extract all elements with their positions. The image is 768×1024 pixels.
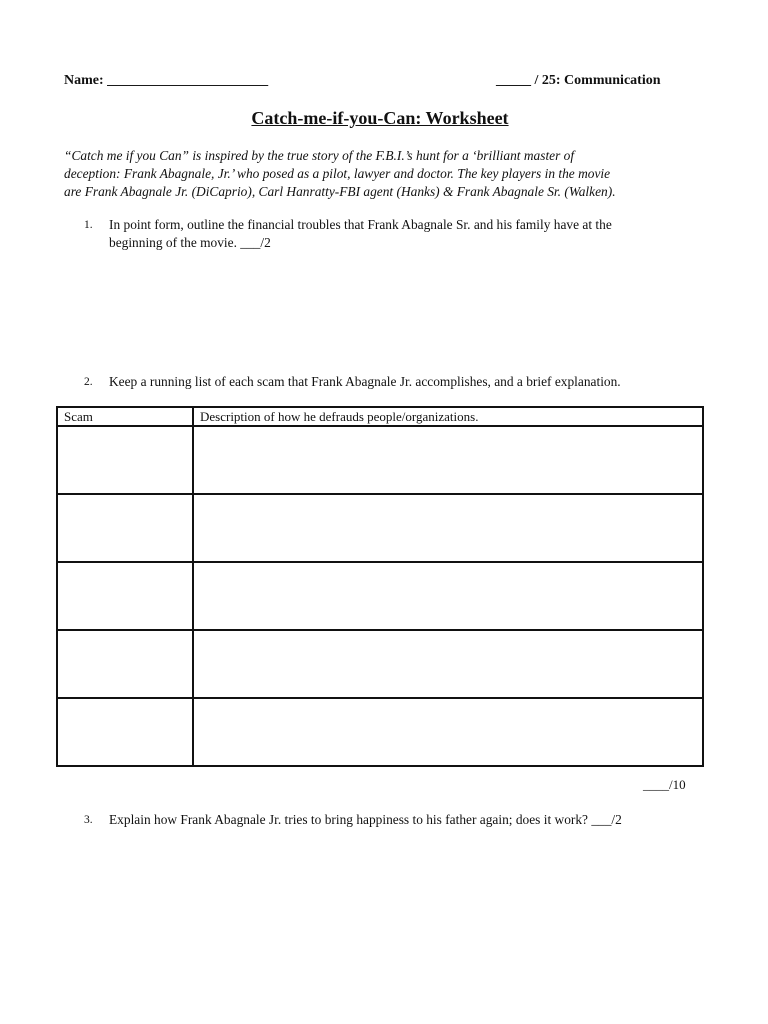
question-2-text: Keep a running list of each scam that Frank Abagnale Jr. accomplishes, and a brief explanation. xyxy=(109,374,621,389)
question-3-text: Explain how Frank Abagnale Jr. tries to bring happiness to his father again; does it work? ___/2 xyxy=(109,812,622,827)
page-title: Catch-me-if-you-Can: Worksheet xyxy=(251,108,509,128)
description-column-header: Description of how he defrauds people/organizations. xyxy=(193,407,703,426)
scam-cell[interactable] xyxy=(57,698,193,766)
scam-cell[interactable] xyxy=(57,562,193,630)
scam-table xyxy=(56,406,704,767)
scam-cell[interactable] xyxy=(57,630,193,698)
description-cell[interactable] xyxy=(193,698,703,766)
question-1-text xyxy=(109,216,612,252)
question-1-line: In point form, outline the financial troubles that Frank Abagnale Sr. and his family have at the xyxy=(109,217,612,232)
question-3-number: 3. xyxy=(84,814,93,826)
question-1-line: beginning of the movie. ___/2 xyxy=(109,235,271,250)
question-2-number: 2. xyxy=(84,376,93,388)
description-cell[interactable] xyxy=(193,562,703,630)
table-row xyxy=(57,562,703,630)
question-1-number: 1. xyxy=(84,219,93,231)
scam-cell[interactable] xyxy=(57,494,193,562)
table-row xyxy=(57,630,703,698)
description-cell[interactable] xyxy=(193,630,703,698)
intro-line: deception: Frank Abagnale, Jr.’ who posed as a pilot, lawyer and doctor. The key players in the movie xyxy=(64,166,611,181)
table-row xyxy=(57,698,703,766)
name-field-label: Name: _______________________ xyxy=(64,73,269,88)
table-score: ____/10 xyxy=(643,777,686,792)
description-cell[interactable] xyxy=(193,494,703,562)
table-header-row xyxy=(57,407,703,426)
intro-line: “Catch me if you Can” is inspired by the true story of the F.B.I.’s hunt for a ‘brilliant master of xyxy=(64,148,575,163)
scam-column-header: Scam xyxy=(57,407,193,426)
description-cell[interactable] xyxy=(193,426,703,494)
scam-cell[interactable] xyxy=(57,426,193,494)
intro-paragraph xyxy=(64,147,704,201)
table-row xyxy=(57,426,703,494)
score-total-label: _____ / 25: Communication xyxy=(496,73,661,88)
intro-line: are Frank Abagnale Jr. (DiCaprio), Carl Hanratty-FBI agent (Hanks) & Frank Abagnale Sr. (Walken). xyxy=(64,184,616,199)
table-row xyxy=(57,494,703,562)
